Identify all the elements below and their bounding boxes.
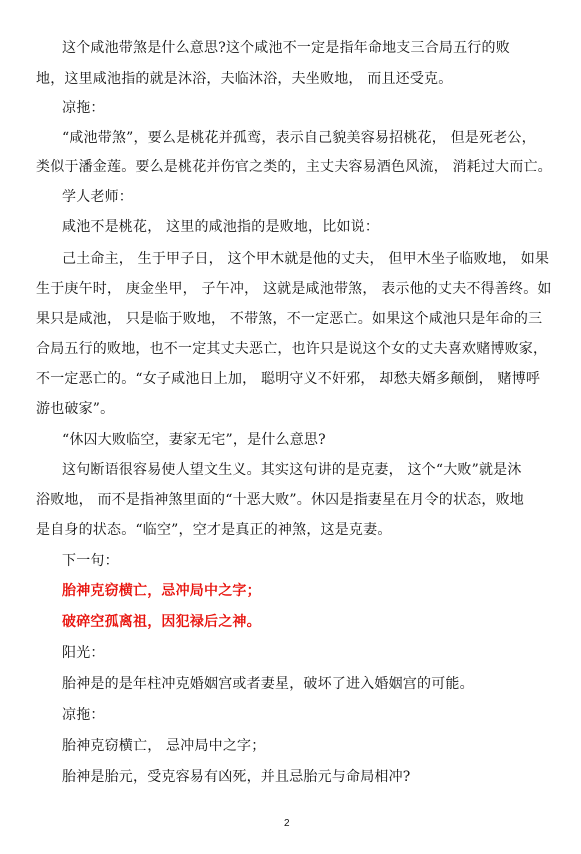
text-line: 果只是咸池， 只是临于败地， 不带煞，不一定恶亡。如果这个咸池只是年命的三 [36, 311, 543, 327]
text-line: 合局五行的败地，也不一定其丈夫恶亡，也许只是说这个女的丈夫喜欢赌博败家， [36, 341, 548, 357]
text-line: 类似于潘金莲。要么是桃花并伤官之类的，主丈夫容易酒色风流， 消耗过大而亡。 [36, 159, 552, 175]
text-line: 胎神是胎元，受克容易有凶死，并且忌胎元与命局相冲? [62, 769, 411, 785]
speaker-label: 下一句： [62, 553, 119, 569]
text-line: 胎神克窃横亡， 忌冲局中之字； [62, 738, 266, 754]
text-line: “咸池带煞”，要么是桃花并孤鸾，表示自己貌美容易招桃花， 但是死老公， [62, 130, 536, 146]
text-line: 不一定恶亡的。“女子咸池日上加， 聪明守义不奸邪， 却愁夫婿多颠倒， 赌博呼 [36, 371, 541, 387]
text-line: 己土命主， 生于甲子日， 这个甲木就是他的丈夫， 但甲木坐子临败地， 如果 [62, 251, 550, 267]
text-line: 浴败地， 而不是指神煞里面的“十恶大败”。休囚是指妻星在月令的状态，败地 [36, 492, 524, 508]
text-line: 咸池不是桃花， 这里的咸池指的是败地，比如说： [62, 219, 380, 235]
speaker-label: 阳光： [62, 645, 105, 661]
text-line: 这个咸池带煞是什么意思?这个咸池不一定是指年命地支三合局五行的败 [62, 40, 510, 56]
speaker-label: 凉拖： [62, 707, 105, 723]
text-line: 是自身的状态。“临空”，空才是真正的神煞，这是克妻。 [36, 522, 392, 538]
speaker-label: 学人老师： [62, 189, 133, 205]
text-line: 生于庚午时， 庚金坐甲， 子午冲， 这就是咸池带煞， 表示他的丈夫不得善终。如 [36, 281, 552, 297]
highlighted-verse: 破碎空孤离祖，因犯禄后之神。 [62, 614, 261, 630]
text-line: 胎神是的是年柱冲克婚姻宫或者妻星，破坏了进入婚姻宫的可能。 [62, 676, 474, 692]
speaker-label: 凉拖： [62, 100, 105, 116]
text-line: “休囚大败临空，妻家无宅”，是什么意思? [62, 432, 326, 448]
text-line: 游也破家”。 [36, 401, 115, 417]
text-line: 地，这里咸池指的就是沐浴，夫临沐浴，夫坐败地， 而且还受克。 [36, 71, 453, 87]
highlighted-verse: 胎神克窃横亡，忌冲局中之字； [62, 583, 261, 599]
text-line: 这句断语很容易使人望文生义。其实这句讲的是克妻， 这个“大败”就是沐 [62, 462, 522, 478]
page-number: 2 [284, 818, 290, 829]
